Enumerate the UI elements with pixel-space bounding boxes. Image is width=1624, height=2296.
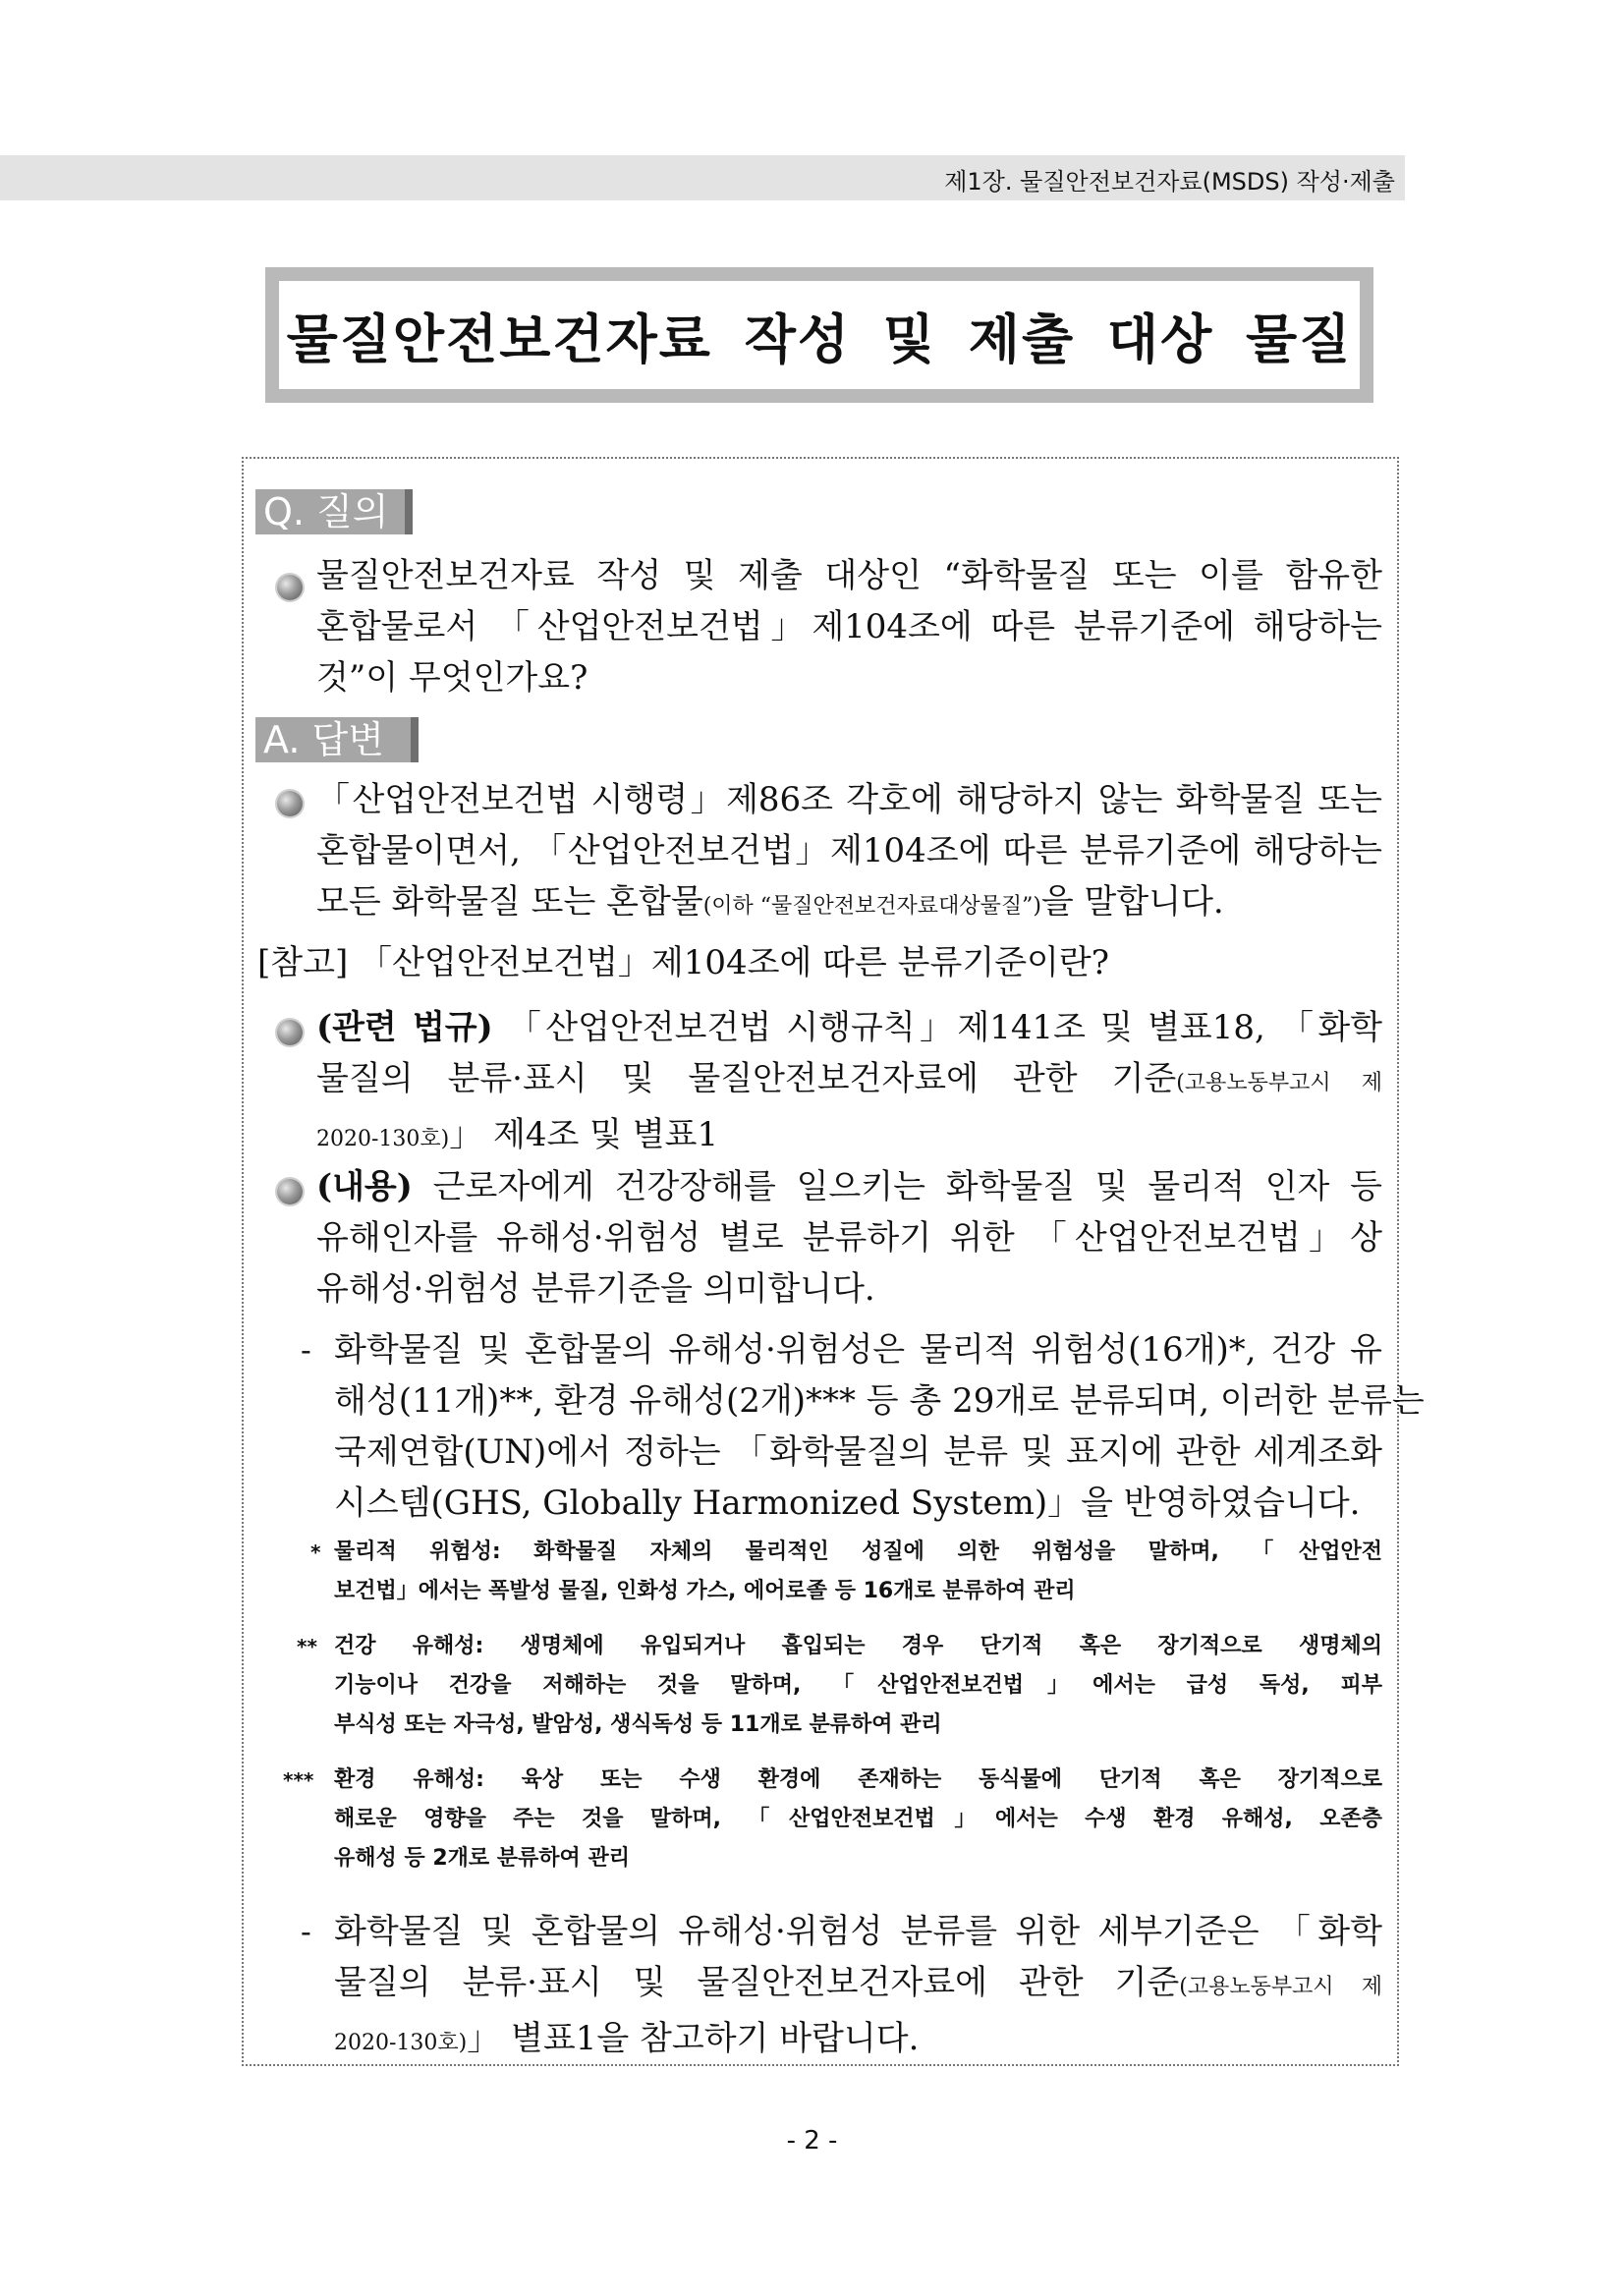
note-line: 부식성 또는 자극성, 발암성, 생식독성 등 11개로 분류하여 관리 — [334, 1712, 942, 1737]
law-line — [316, 1002, 1382, 1053]
content-line1-rest: 근로자에게 건강장해를 일으키는 화학물질 및 물리적 인자 등 — [432, 1167, 1382, 1206]
note-line: 보건법」에서는 폭발성 물질, 인화성 가스, 에어로졸 등 16개로 분류하여 관리 — [334, 1579, 1076, 1603]
bullet-icon — [277, 575, 303, 600]
answer-line3-main: 모든 화학물질 또는 혼합물 — [316, 882, 703, 922]
dash1-line: 국제연합(UN)에서 정하는 「화학물질의 분류 및 표지에 관한 세계조화 — [334, 1432, 1382, 1472]
answer-line: 「산업안전보건법 시행령」제86조 각호에 해당하지 않는 화학물질 또는 — [316, 780, 1382, 819]
law-text — [316, 1002, 1382, 1165]
answer-text — [316, 774, 1382, 932]
dash-marker: - — [301, 1913, 311, 1950]
answer-line: 혼합물이면서, 「산업안전보건법」제104조에 따른 분류기준에 해당하는 — [316, 831, 1382, 870]
dash-marker: - — [301, 1331, 311, 1369]
dash1-line: 해성(11개)**, 환경 유해성(2개)*** 등 총 29개로 분류되며, 이러한 분류는 — [334, 1381, 1425, 1421]
answer-line — [316, 876, 1382, 932]
law-line2-main: 물질의 분류·표시 및 물질안전보건자료에 관한 기준 — [316, 1059, 1177, 1098]
law-line — [316, 1053, 1382, 1109]
bullet-icon — [277, 1179, 303, 1204]
content-line — [316, 1161, 1382, 1212]
dash2-line2-small: (고용노동부고시 제 — [1179, 1975, 1382, 1999]
chapter-header-band — [0, 155, 1405, 200]
note-health — [334, 1627, 1382, 1745]
dash1-line: 시스템(GHS, Globally Harmonized System)」을 반영하였습니다. — [334, 1484, 1361, 1523]
law-line2-small: (고용노동부고시 제 — [1176, 1071, 1382, 1095]
dash1-line: 화학물질 및 혼합물의 유해성·위험성은 물리적 위험성(16개)*, 건강 유 — [334, 1330, 1382, 1370]
bullet-icon — [277, 1020, 303, 1045]
note-mark: *** — [283, 1768, 314, 1792]
content-label: (내용) — [316, 1167, 413, 1206]
question-line: 물질안전보건자료 작성 및 제출 대상인 “화학물질 또는 이를 함유한 — [316, 556, 1382, 595]
answer-line3-end: 을 말합니다. — [1040, 882, 1224, 922]
note-line: 물리적 위험성: 화학물질 자체의 물리적인 성질에 의한 위험성을 말하며, 「산업안전 — [334, 1540, 1382, 1564]
note-line: 건강 유해성: 생명체에 유입되거나 흡입되는 경우 단기적 혹은 장기적으로 생명체의 — [334, 1634, 1382, 1658]
note-line: 기능이나 건강을 저해하는 것을 말하며, 「산업안전보건법」에서는 급성 독성, 피부 — [334, 1673, 1382, 1698]
note-line: 환경 유해성: 육상 또는 수생 환경에 존재하는 동식물에 단기적 혹은 장기적으로 — [334, 1767, 1382, 1792]
note-physical — [334, 1533, 1382, 1611]
law-line3-rest: 」 제4조 및 별표1 — [449, 1115, 719, 1154]
dash2-line2-main: 물질의 분류·표시 및 물질안전보건자료에 관한 기준 — [334, 1963, 1180, 2002]
content-line: 유해인자를 유해성·위험성 별로 분류하기 위한 「산업안전보건법」상 — [316, 1218, 1382, 1258]
content-line: 유해성·위험성 분류기준을 의미합니다. — [316, 1269, 875, 1309]
chapter-header: 제1장. 물질안전보건자료(MSDS) 작성·제출 — [944, 168, 1395, 196]
question-line: 것”이 무엇인가요? — [316, 658, 588, 698]
answer-tag: A. 답변 — [255, 717, 411, 762]
page-title: 물질안전보건자료 작성 및 제출 대상 물질 — [286, 308, 1353, 370]
page-number: - 2 - — [786, 2126, 838, 2156]
note-mark: * — [310, 1540, 321, 1564]
note-line: 해로운 영향을 주는 것을 말하며, 「산업안전보건법」에서는 수생 환경 유해성, 오존층 — [334, 1807, 1382, 1831]
dash2-line3-rest: 」 별표1을 참고하기 바랍니다. — [467, 2019, 920, 2058]
dash2-line — [334, 2013, 1382, 2069]
dash2-line: 화학물질 및 혼합물의 유해성·위험성 분류를 위한 세부기준은 「화학 — [334, 1912, 1382, 1951]
reference-heading — [257, 937, 1382, 988]
law-line3-small: 2020-130호) — [316, 1127, 450, 1151]
dash2-line — [334, 1957, 1382, 2013]
dash2-text — [334, 1906, 1382, 2069]
question-text — [316, 550, 1382, 703]
title-box — [265, 267, 1373, 403]
reference-heading-text: [참고] 「산업안전보건법」제104조에 따른 분류기준이란? — [257, 943, 1109, 982]
note-mark: ** — [297, 1635, 317, 1658]
question-line: 혼합물로서 「산업안전보건법」제104조에 따른 분류기준에 해당하는 — [316, 607, 1382, 646]
dash2-line3-small: 2020-130호) — [334, 2031, 468, 2055]
bullet-icon — [277, 791, 303, 816]
law-line1-rest: 「산업안전보건법 시행규칙」제141조 및 별표18, 「화학 — [507, 1008, 1383, 1047]
answer-line3-small: (이하 “물질안전보건자료대상물질”) — [702, 894, 1041, 919]
law-label: (관련 법규) — [316, 1008, 493, 1047]
law-line — [316, 1109, 1382, 1165]
dash1-text — [334, 1324, 1425, 1529]
content-text — [316, 1161, 1382, 1315]
question-tag: Q. 질의 — [255, 489, 405, 534]
note-environment — [334, 1761, 1382, 1878]
note-line: 유해성 등 2개로 분류하여 관리 — [334, 1846, 630, 1871]
title-inner — [279, 281, 1360, 389]
